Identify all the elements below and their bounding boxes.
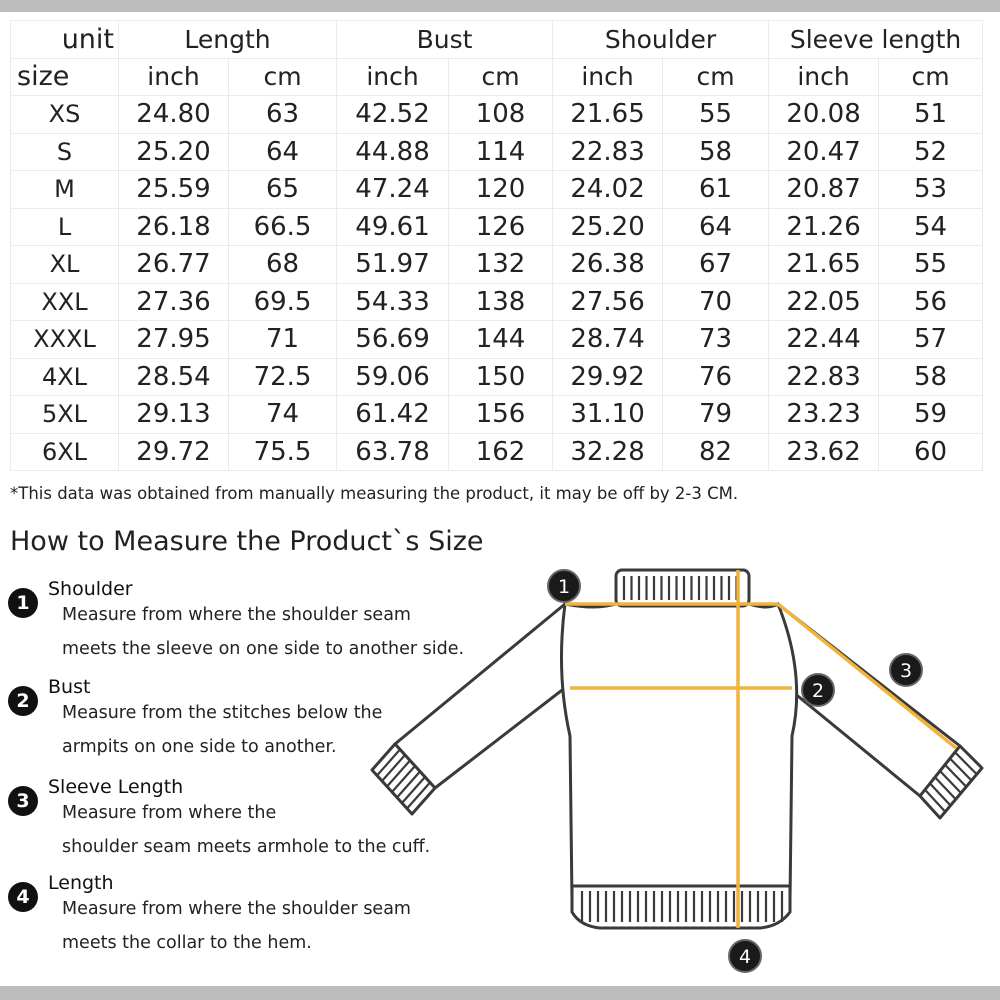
measurement-cell: 75.5 bbox=[229, 433, 337, 471]
col-group-bust: Bust bbox=[337, 21, 553, 59]
unit-header: cm bbox=[663, 58, 769, 96]
measurement-cell: 67 bbox=[663, 246, 769, 284]
measurement-cell: 114 bbox=[449, 133, 553, 171]
measurement-cell: 162 bbox=[449, 433, 553, 471]
unit-header: cm bbox=[879, 58, 983, 96]
measurement-cell: 20.08 bbox=[769, 96, 879, 134]
measurement-cell: 108 bbox=[449, 96, 553, 134]
size-label: 6XL bbox=[11, 433, 119, 471]
measurement-cell: 28.54 bbox=[119, 358, 229, 396]
table-header-row-units bbox=[11, 58, 983, 96]
instruction-line: armpits on one side to another. bbox=[62, 737, 337, 757]
number-4-icon: 4 bbox=[8, 882, 38, 912]
measurement-cell: 63.78 bbox=[337, 433, 449, 471]
measurement-cell: 150 bbox=[449, 358, 553, 396]
measurement-cell: 120 bbox=[449, 171, 553, 209]
instruction-line: Measure from where the shoulder seam bbox=[62, 899, 411, 919]
col-group-sleeve-length: Sleeve length bbox=[769, 21, 983, 59]
measurement-cell: 156 bbox=[449, 396, 553, 434]
measurement-cell: 56 bbox=[879, 283, 983, 321]
measurement-cell: 59 bbox=[879, 396, 983, 434]
measurement-cell: 22.05 bbox=[769, 283, 879, 321]
size-label: 5XL bbox=[11, 396, 119, 434]
section-heading: How to Measure the Product`s Size bbox=[10, 526, 484, 557]
measurement-cell: 76 bbox=[663, 358, 769, 396]
measurement-cell: 27.36 bbox=[119, 283, 229, 321]
measurement-cell: 54 bbox=[879, 208, 983, 246]
measurement-cell: 64 bbox=[663, 208, 769, 246]
measurement-cell: 138 bbox=[449, 283, 553, 321]
measurement-cell: 49.61 bbox=[337, 208, 449, 246]
measurement-cell: 26.38 bbox=[553, 246, 663, 284]
measurement-cell: 21.26 bbox=[769, 208, 879, 246]
col-group-shoulder: Shoulder bbox=[553, 21, 769, 59]
table-header-row-groups bbox=[11, 21, 983, 59]
measurement-cell: 58 bbox=[663, 133, 769, 171]
measurement-cell: 25.20 bbox=[553, 208, 663, 246]
number-2-icon: 2 bbox=[8, 686, 38, 716]
measurement-cell: 51 bbox=[879, 96, 983, 134]
measurement-cell: 20.87 bbox=[769, 171, 879, 209]
table-row bbox=[11, 396, 983, 434]
measurement-disclaimer: *This data was obtained from manually measuring the product, it may be off by 2-3 CM. bbox=[10, 484, 739, 503]
measurement-cell: 22.83 bbox=[769, 358, 879, 396]
marker-1 bbox=[548, 570, 580, 602]
table-row bbox=[11, 246, 983, 284]
bottom-border-bar bbox=[0, 986, 1000, 1000]
measurement-cell: 26.77 bbox=[119, 246, 229, 284]
measurement-cell: 28.74 bbox=[553, 321, 663, 359]
measurement-cell: 56.69 bbox=[337, 321, 449, 359]
marker-3 bbox=[890, 654, 922, 686]
measurement-cell: 126 bbox=[449, 208, 553, 246]
instruction-description bbox=[62, 696, 382, 764]
measurement-cell: 25.59 bbox=[119, 171, 229, 209]
instruction-line: shoulder seam meets armhole to the cuff. bbox=[62, 837, 431, 857]
measurement-cell: 74 bbox=[229, 396, 337, 434]
measurement-cell: 24.02 bbox=[553, 171, 663, 209]
marker-2-label: 2 bbox=[811, 680, 825, 702]
measurement-cell: 26.18 bbox=[119, 208, 229, 246]
measurement-cell: 79 bbox=[663, 396, 769, 434]
unit-header: cm bbox=[449, 58, 553, 96]
instruction-line: Measure from the stitches below the bbox=[62, 703, 383, 723]
unit-header: inch bbox=[769, 58, 879, 96]
measurement-cell: 52 bbox=[879, 133, 983, 171]
marker-1-label: 1 bbox=[557, 576, 571, 598]
marker-3-label: 3 bbox=[899, 660, 913, 682]
marker-4 bbox=[729, 940, 761, 972]
instruction-title: Length bbox=[48, 872, 114, 894]
measurement-cell: 73 bbox=[663, 321, 769, 359]
measurement-cell: 69.5 bbox=[229, 283, 337, 321]
size-label: L bbox=[11, 208, 119, 246]
instruction-line: Measure from where the bbox=[62, 803, 277, 823]
measurement-cell: 57 bbox=[879, 321, 983, 359]
measurement-cell: 47.24 bbox=[337, 171, 449, 209]
sweater-measurement-diagram bbox=[360, 556, 1000, 976]
size-label: M bbox=[11, 171, 119, 209]
measurement-cell: 44.88 bbox=[337, 133, 449, 171]
table-row bbox=[11, 171, 983, 209]
size-label: S bbox=[11, 133, 119, 171]
measurement-cell: 23.62 bbox=[769, 433, 879, 471]
measurement-cell: 25.20 bbox=[119, 133, 229, 171]
table-row bbox=[11, 433, 983, 471]
measurement-cell: 132 bbox=[449, 246, 553, 284]
table-row bbox=[11, 358, 983, 396]
marker-4-label: 4 bbox=[738, 946, 752, 968]
sweater-body bbox=[561, 604, 796, 901]
measurement-cell: 144 bbox=[449, 321, 553, 359]
measurement-cell: 21.65 bbox=[769, 246, 879, 284]
measurement-cell: 66.5 bbox=[229, 208, 337, 246]
size-label: XXXL bbox=[11, 321, 119, 359]
measurement-cell: 27.95 bbox=[119, 321, 229, 359]
size-chart-table bbox=[10, 20, 983, 471]
measurement-cell: 70 bbox=[663, 283, 769, 321]
table-row bbox=[11, 321, 983, 359]
marker-2 bbox=[802, 674, 834, 706]
size-label: 4XL bbox=[11, 358, 119, 396]
table-body bbox=[11, 96, 983, 471]
measurement-cell: 61 bbox=[663, 171, 769, 209]
measurement-cell: 32.28 bbox=[553, 433, 663, 471]
measurement-cell: 53 bbox=[879, 171, 983, 209]
measurement-cell: 51.97 bbox=[337, 246, 449, 284]
measurement-cell: 55 bbox=[879, 246, 983, 284]
instruction-title: Bust bbox=[48, 676, 91, 698]
table-row bbox=[11, 133, 983, 171]
measurement-cell: 82 bbox=[663, 433, 769, 471]
measurement-cell: 59.06 bbox=[337, 358, 449, 396]
measurement-cell: 29.92 bbox=[553, 358, 663, 396]
size-label: XL bbox=[11, 246, 119, 284]
number-3-icon: 3 bbox=[8, 786, 38, 816]
measurement-cell: 63 bbox=[229, 96, 337, 134]
col-group-length: Length bbox=[119, 21, 337, 59]
instruction-title: Shoulder bbox=[48, 578, 133, 600]
instruction-title: Sleeve Length bbox=[48, 776, 184, 798]
left-sleeve bbox=[395, 604, 570, 788]
measurement-cell: 42.52 bbox=[337, 96, 449, 134]
size-label: XS bbox=[11, 96, 119, 134]
instruction-line: meets the collar to the hem. bbox=[62, 933, 312, 953]
measurement-cell: 64 bbox=[229, 133, 337, 171]
measurement-cell: 71 bbox=[229, 321, 337, 359]
table-row bbox=[11, 208, 983, 246]
instruction-line: Measure from where the shoulder seam bbox=[62, 605, 411, 625]
corner-size-label: size bbox=[11, 58, 119, 96]
measurement-cell: 61.42 bbox=[337, 396, 449, 434]
measurement-cell: 60 bbox=[879, 433, 983, 471]
size-label: XXL bbox=[11, 283, 119, 321]
measurement-cell: 27.56 bbox=[553, 283, 663, 321]
measurement-cell: 24.80 bbox=[119, 96, 229, 134]
unit-header: inch bbox=[553, 58, 663, 96]
unit-header: inch bbox=[119, 58, 229, 96]
measurement-cell: 20.47 bbox=[769, 133, 879, 171]
unit-header: cm bbox=[229, 58, 337, 96]
measurement-cell: 22.83 bbox=[553, 133, 663, 171]
measurement-cell: 58 bbox=[879, 358, 983, 396]
measurement-cell: 55 bbox=[663, 96, 769, 134]
table-row bbox=[11, 96, 983, 134]
top-border-bar bbox=[0, 0, 1000, 12]
corner-unit-label: unit bbox=[11, 21, 119, 59]
measurement-cell: 21.65 bbox=[553, 96, 663, 134]
measurement-cell: 54.33 bbox=[337, 283, 449, 321]
instruction-description bbox=[62, 892, 411, 960]
measurement-cell: 68 bbox=[229, 246, 337, 284]
unit-header: inch bbox=[337, 58, 449, 96]
table-row bbox=[11, 283, 983, 321]
measurement-cell: 29.13 bbox=[119, 396, 229, 434]
instruction-line: meets the sleeve on one side to another side. bbox=[62, 639, 465, 659]
measurement-cell: 31.10 bbox=[553, 396, 663, 434]
measurement-cell: 22.44 bbox=[769, 321, 879, 359]
measurement-cell: 65 bbox=[229, 171, 337, 209]
number-1-icon: 1 bbox=[8, 588, 38, 618]
measurement-cell: 29.72 bbox=[119, 433, 229, 471]
measurement-cell: 72.5 bbox=[229, 358, 337, 396]
measurement-cell: 23.23 bbox=[769, 396, 879, 434]
